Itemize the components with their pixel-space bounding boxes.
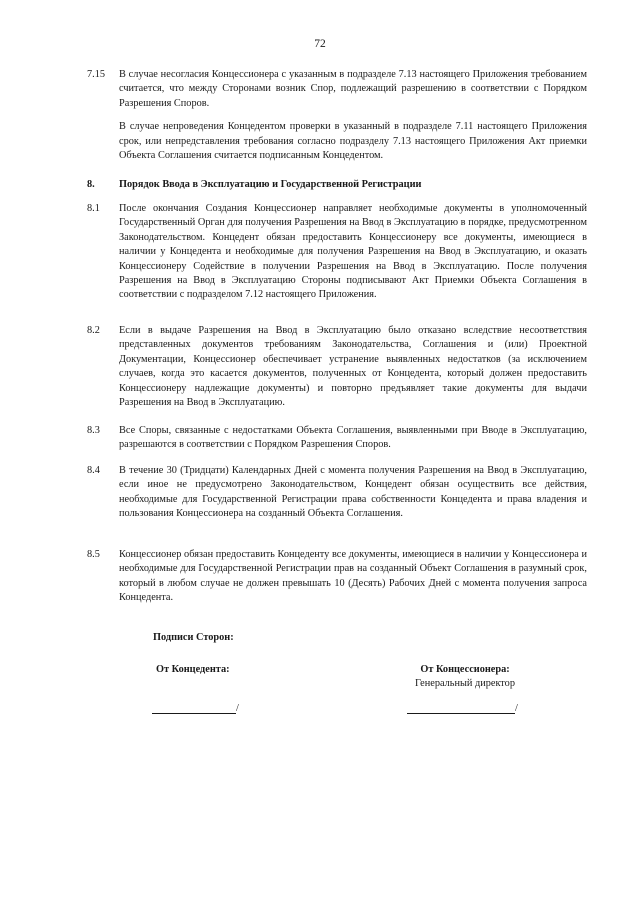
section-paragraph: В случае несогласия Концессионера с указанным в подразделе 7.13 настоящего Приложения требованием считается, что между Сторонами возник Спор, подлежащий разрешению в соответствии с Порядком Разрешения Споров. bbox=[119, 69, 587, 109]
section-title: Порядок Ввода в Эксплуатацию и Государственной Регистрации bbox=[119, 179, 422, 190]
section-8-5 bbox=[87, 548, 587, 606]
grantor-signature-line bbox=[152, 702, 239, 714]
signature-underline bbox=[152, 702, 236, 714]
section-8-3 bbox=[87, 424, 587, 453]
section-number: 8.3 bbox=[87, 425, 100, 436]
section-number: 8. bbox=[87, 179, 95, 190]
section-number: 8.1 bbox=[87, 203, 100, 214]
signature-slash: / bbox=[515, 703, 518, 714]
section-number: 8.5 bbox=[87, 549, 100, 560]
signature-underline bbox=[407, 702, 515, 714]
concessionaire-label: От Концессионера: bbox=[420, 664, 510, 675]
section-number: 8.2 bbox=[87, 325, 100, 336]
section-8-heading bbox=[87, 178, 587, 192]
section-paragraph: В случае непроведения Концедентом проверки в указанный в подразделе 7.11 настоящего Приложения срок, или непредставления требования согласно подразделу 7.13 настоящего Приложения Акт приемки Объекта Соглашения считается подписанным Концедентом. bbox=[119, 121, 587, 162]
section-8-2 bbox=[87, 324, 587, 410]
grantor-label: От Концедента: bbox=[156, 664, 230, 675]
section-number: 8.4 bbox=[87, 465, 100, 476]
concessionaire-title: Генеральный директор bbox=[415, 678, 515, 689]
section-paragraph: Если в выдаче Разрешения на Ввод в Эксплуатацию было отказано вследствие несоответствия представленных документов требованиям Законодательства, Соглашения и (или) Проектной Документации, Концессионер обеспечивает устранение выявленных недостатков (за исключением случаев, когда это касается документов, полученных от Концедента, который должен предоставить Концессионеру надлежащие документы) и повторно предъявляет такие документы для выдачи Разрешения на Ввод в Эксплуатацию. bbox=[119, 325, 587, 409]
page-number: 72 bbox=[314, 38, 326, 50]
section-paragraph: Концессионер обязан предоставить Концеденту все документы, имеющиеся в наличии у Концессионера и необходимые для Государственной Регистрации прав на созданный Объект Соглашения в разумный срок, который в любом случае не должен превышать 10 (Десять) Рабочих Дней с момента получения запроса Концедента. bbox=[119, 549, 587, 604]
section-number: 7.15 bbox=[87, 69, 106, 80]
concessionaire-signature-line bbox=[407, 702, 518, 714]
section-paragraph: Все Споры, связанные с недостатками Объекта Соглашения, выявленными при Вводе в Эксплуатацию, разрешаются в соответствии с Порядком Разрешения Споров. bbox=[119, 425, 587, 451]
signature-slash: / bbox=[236, 703, 239, 714]
section-7-15 bbox=[87, 68, 587, 163]
section-paragraph: В течение 30 (Тридцати) Календарных Дней с момента получения Разрешения на Ввод в Эксплуатацию, если иное не предусмотрено Законодательством, Концедент обязан осуществить все действия, необходимые для Государственной Регистрации права собственности Концедента и права владения и пользования Концессионера на созданный Объекта Соглашения. bbox=[119, 465, 587, 520]
section-paragraph: После окончания Создания Концессионер направляет необходимые документы в уполномоченный Государственный Орган для получения Разрешения на Ввод в Эксплуатацию в порядке, предусмотренном Законодательством. Концедент обязан предоставить Концессионеру все документы, имеющиеся в наличии у Концедента и необходимые для получения Разрешения на Ввод в Эксплуатацию, и оказать Концессионеру Содействие в получении Разрешения на Ввод в Эксплуатацию. После получения Разрешения на Ввод в Эксплуатацию Стороны подписывают Акт Приемки Объекта Соглашения в соответствии с подразделом 7.12 настоящего Приложения. bbox=[119, 203, 587, 301]
section-8-4 bbox=[87, 464, 587, 522]
signatures-heading: Подписи Сторон: bbox=[153, 632, 234, 643]
section-8-1 bbox=[87, 202, 587, 303]
